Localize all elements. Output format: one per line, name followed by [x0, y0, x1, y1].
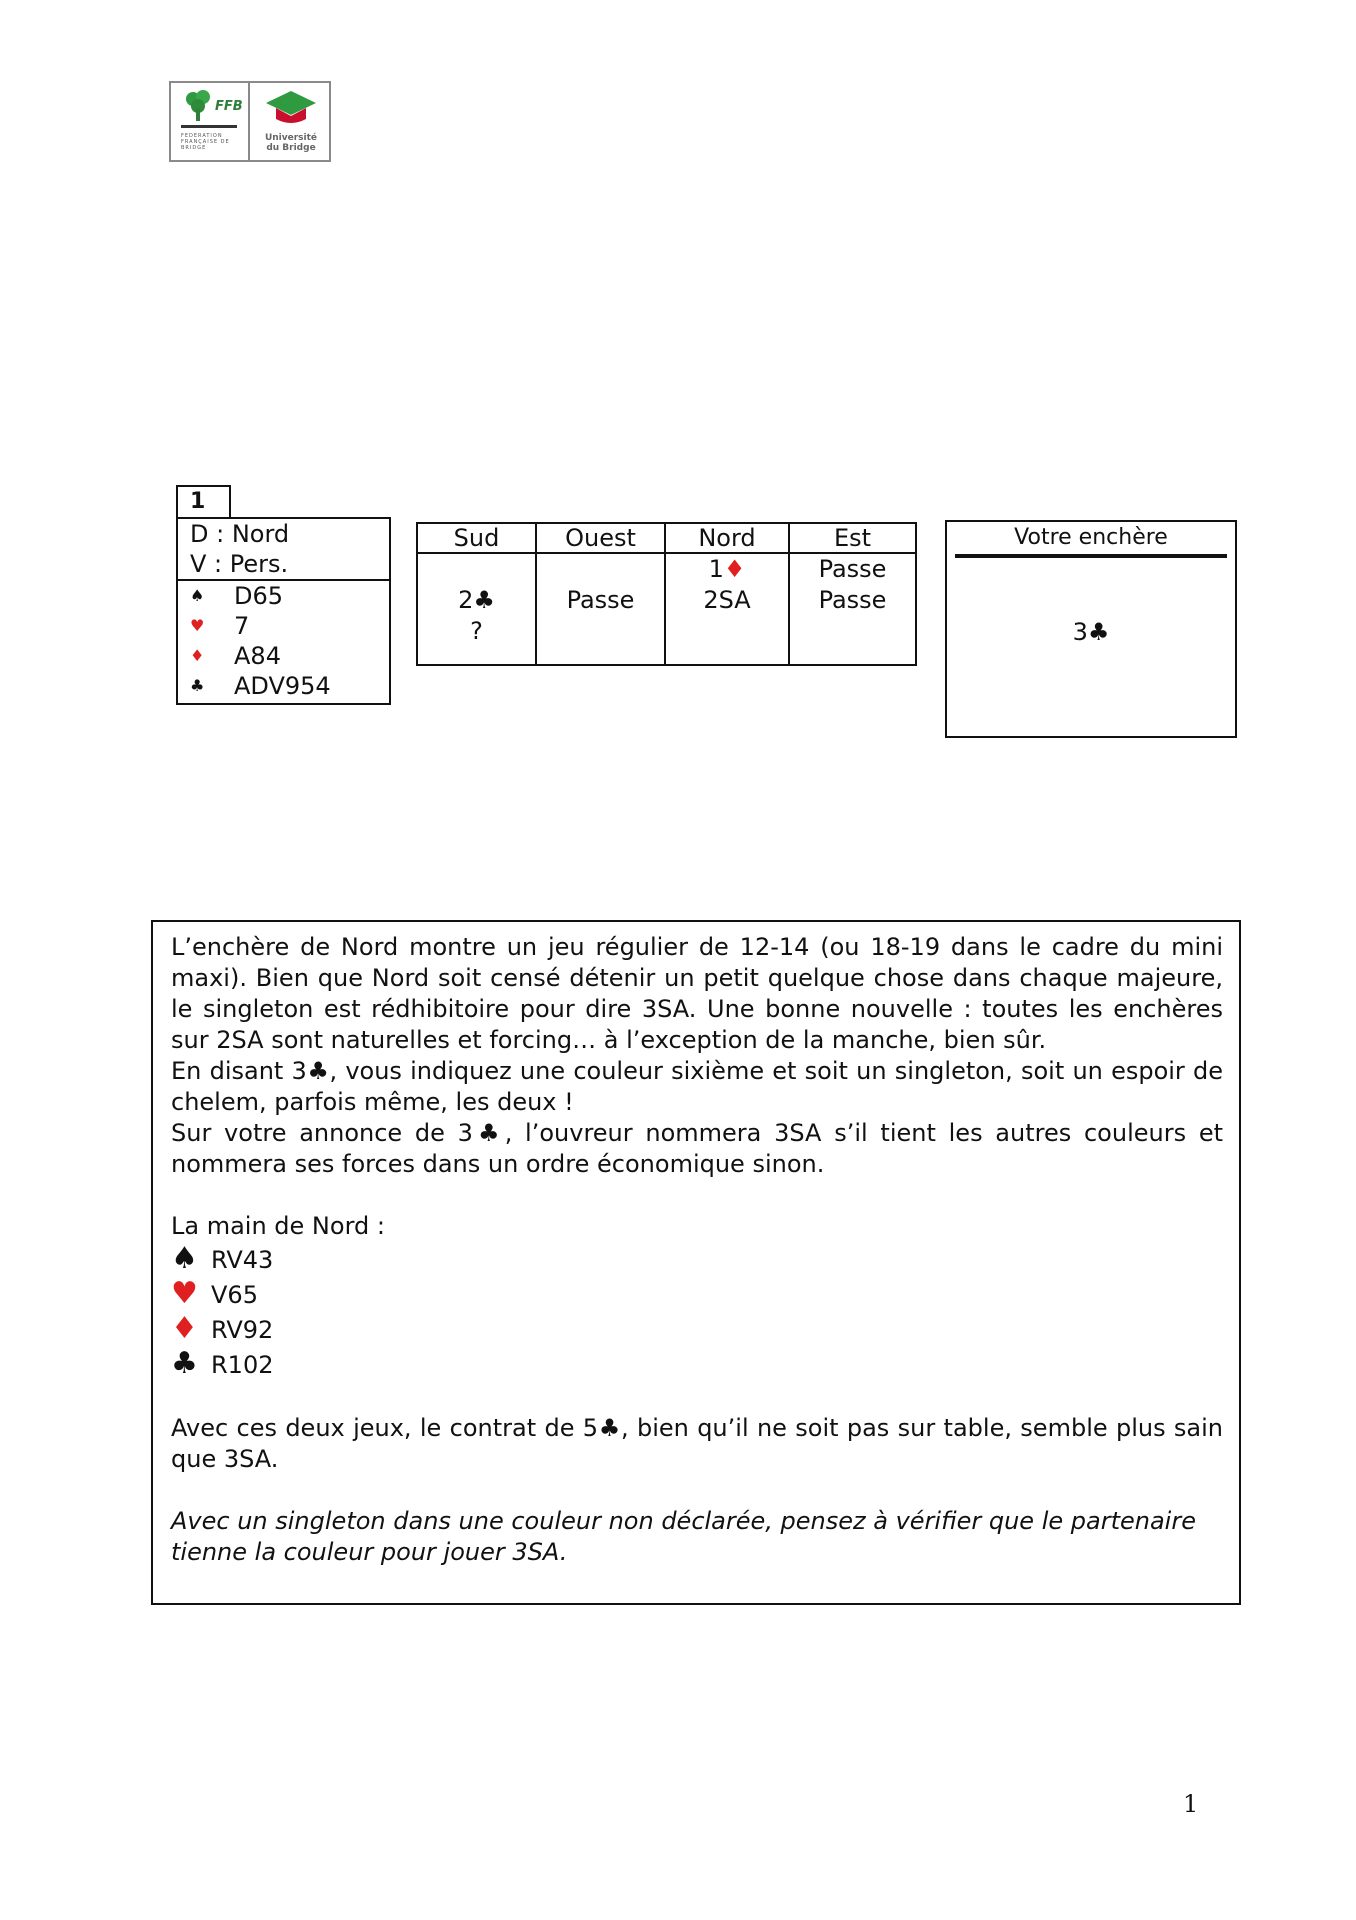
page-number: 1 — [1183, 1790, 1199, 1818]
ffb-logo — [169, 81, 331, 162]
explanation-p2 — [171, 1056, 1223, 1118]
sud-bid-1 — [418, 554, 535, 585]
ffb-logo-left — [171, 83, 250, 160]
nord-bid-1-text: 1♦ — [708, 555, 746, 583]
sud-bid-2: 2♣ — [458, 586, 495, 614]
north-row-clubs — [171, 1347, 1223, 1382]
north-cards-diamonds: RV92 — [211, 1316, 274, 1344]
spacer — [171, 1475, 1223, 1506]
club-icon: ♣ — [171, 1346, 198, 1381]
bidding-header-row — [417, 523, 916, 553]
north-cards-spades: RV43 — [211, 1246, 274, 1274]
explanation-box — [151, 920, 1241, 1605]
header-ouest: Ouest — [536, 523, 665, 553]
explanation-p3-post: , l’ouvreur nommera 3SA s’il tient les autres couleurs et nommera ses forces dans un ordre économique sinon. — [171, 1119, 1224, 1178]
club-icon: ♣ — [306, 1057, 330, 1085]
header-est: Est — [789, 523, 916, 553]
explanation-p3 — [171, 1118, 1223, 1180]
hand-cards — [178, 581, 389, 701]
heart-icon: ♥ — [171, 1276, 198, 1311]
hand-cards-diamonds: A84 — [234, 642, 281, 670]
deal-number: 1 — [176, 485, 231, 517]
nord-bids — [665, 553, 789, 665]
sud-bid-3: ? — [470, 617, 483, 645]
hand-row-hearts — [178, 611, 389, 641]
header-sud: Sud — [417, 523, 536, 553]
explanation-conclusion: Avec un singleton dans une couleur non déclarée, pensez à vérifier que le partenaire tienne la couleur pour jouer 3SA. — [171, 1507, 1196, 1566]
spacer — [171, 1382, 1223, 1413]
explanation-p3-pre: Sur votre annonce de 3 — [171, 1119, 473, 1147]
vulnerability-label: V : Pers. — [190, 550, 289, 578]
ffb-subtitle: FEDERATION FRANÇAISE DE BRIDGE — [181, 133, 230, 151]
nord-bid-1 — [666, 554, 788, 585]
explanation-p2-pre: En disant 3 — [171, 1057, 307, 1085]
north-row-diamonds — [171, 1312, 1223, 1347]
ffb-text: FFB — [215, 99, 243, 114]
north-row-spades — [171, 1242, 1223, 1277]
north-cards-clubs: R102 — [211, 1351, 274, 1379]
ouest-bid-2: Passe — [566, 586, 635, 614]
est-bids — [789, 553, 916, 665]
bidding-table — [416, 522, 917, 666]
deal-info — [178, 519, 389, 581]
graduation-cap-icon — [264, 89, 318, 131]
heart-icon: ♥ — [190, 616, 205, 635]
dealer-label: D : Nord — [190, 520, 290, 548]
diamond-icon: ♦ — [190, 646, 205, 665]
north-hand-title: La main de Nord : — [171, 1212, 385, 1240]
hand-row-diamonds — [178, 641, 389, 671]
north-row-hearts — [171, 1277, 1223, 1312]
explanation-p2-post: , vous indiquez une couleur sixième et soit un singleton, soit un espoir de chelem, parfois même, les deux ! — [171, 1057, 1224, 1116]
answer-value: 3♣ — [1072, 618, 1110, 646]
diamond-icon: ♦ — [171, 1311, 198, 1346]
answer-box — [945, 520, 1237, 738]
tree-icon — [181, 89, 219, 123]
explanation-p4 — [171, 1413, 1223, 1475]
club-icon: ♣ — [472, 1119, 505, 1147]
hand-box — [176, 517, 391, 705]
spade-icon: ♠ — [190, 586, 205, 605]
est-bid-1: Passe — [818, 555, 887, 583]
hand-row-clubs — [178, 671, 389, 701]
ouest-bids — [536, 553, 665, 665]
answer-title: Votre enchère — [955, 522, 1227, 558]
explanation-p4-pre: Avec ces deux jeux, le contrat de 5 — [171, 1414, 599, 1442]
nord-bid-2: 2SA — [703, 586, 751, 614]
club-icon: ♣ — [190, 676, 205, 695]
bidding-row — [417, 553, 916, 665]
club-icon: ♣ — [598, 1414, 622, 1442]
north-cards-hearts: V65 — [211, 1281, 258, 1309]
est-bid-2: Passe — [818, 586, 887, 614]
hand-cards-spades: D65 — [234, 582, 284, 610]
hand-cards-clubs: ADV954 — [234, 672, 331, 700]
spade-icon: ♠ — [171, 1241, 198, 1276]
header-nord: Nord — [665, 523, 789, 553]
explanation-p4-post: , bien qu’il ne soit pas sur table, semble plus sain que 3SA. — [171, 1414, 1224, 1473]
hand-cards-hearts: 7 — [234, 612, 250, 640]
logo-rule — [181, 125, 237, 128]
ub-text: Université du Bridge — [264, 133, 318, 153]
hand-row-spades — [178, 581, 389, 611]
ouest-bid-1 — [537, 554, 664, 585]
spacer — [171, 1180, 1223, 1211]
sud-bids — [417, 553, 536, 665]
ub-logo-right — [250, 83, 329, 160]
explanation-p1: L’enchère de Nord montre un jeu régulier de 12-14 (ou 18-19 dans le cadre du mini maxi). Bien que Nord soit censé détenir un petit quelque chose dans chaque majeure, le singleton est rédhibitoire pour dire 3SA. Une bonne nouvelle : toutes les enchères sur 2SA sont naturelles et forcing… à l’exception de la manche, bien sûr. — [171, 933, 1223, 1054]
